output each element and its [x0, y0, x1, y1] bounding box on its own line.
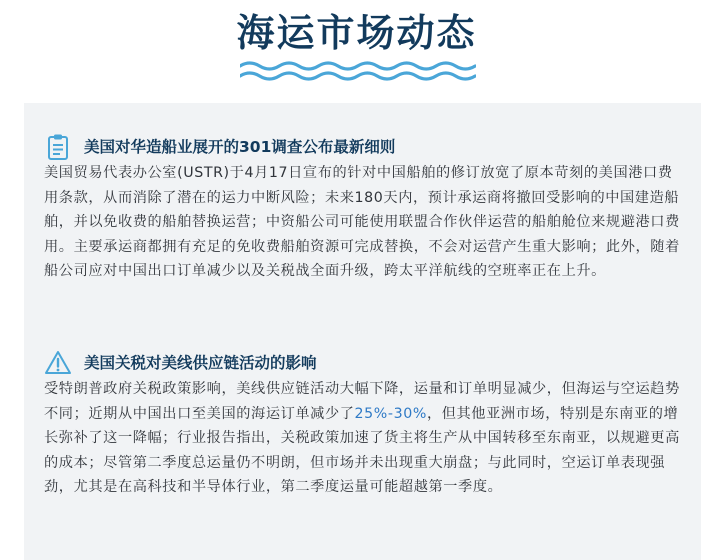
news-item	[44, 349, 684, 500]
page-header	[0, 0, 713, 98]
news-panel	[24, 103, 701, 560]
body-text: ，但其他亚洲市场，特别是东南亚的增长弥补了这一降幅；行业报告指出，关税政策加速了货主将生产从中国转移至东南亚，以规避更高的成本；尽管第二季度总运量仍不明朗，但市场并未出现重大崩盘；与此同时，空运订单表现强劲，尤其是在高科技和半导体行业，第二季度运量可能超越第一季度。	[44, 405, 680, 495]
news-item-body	[44, 377, 684, 500]
waves-icon	[240, 60, 476, 82]
page-title: 海运市场动态	[236, 11, 477, 55]
news-item-header	[44, 133, 684, 161]
news-item	[44, 133, 684, 284]
news-item-title: 美国关税对美线供应链活动的影响	[84, 354, 317, 372]
highlight-percentage: 25%-30%	[354, 405, 427, 422]
news-item-body: 美国贸易代表办公室(USTR)于4月17日宣布的针对中国船舶的修订放宽了原本苛刻的美国港口费用条款，从而消除了潜在的运力中断风险；未来180天内，预计承运商将撤回受影响的中国建造船舶，并以免收费的船舶替换运营；中资船公司可能使用联盟合作伙伴运营的船舶舱位来规避港口费用。主要承运商都拥有充足的免收费船舶资源可完成替换，不会对运营产生重大影响；此外，随着船公司应对中国出口订单减少以及关税战全面升级，跨太平洋航线的空班率正在上升。	[44, 165, 680, 279]
news-item-title: 美国对华造船业展开的301调查公布最新细则	[84, 138, 396, 156]
clipboard-icon	[44, 133, 72, 161]
warning-triangle-icon	[44, 349, 72, 377]
news-item-header	[44, 349, 684, 377]
body-text: 受特朗普政府关税政策影响，美线供应链活动大幅下降，运量和订单明显减少，但海运与空运趋势不同；近期从中国出口至美国的海运订单减少了	[44, 381, 680, 422]
